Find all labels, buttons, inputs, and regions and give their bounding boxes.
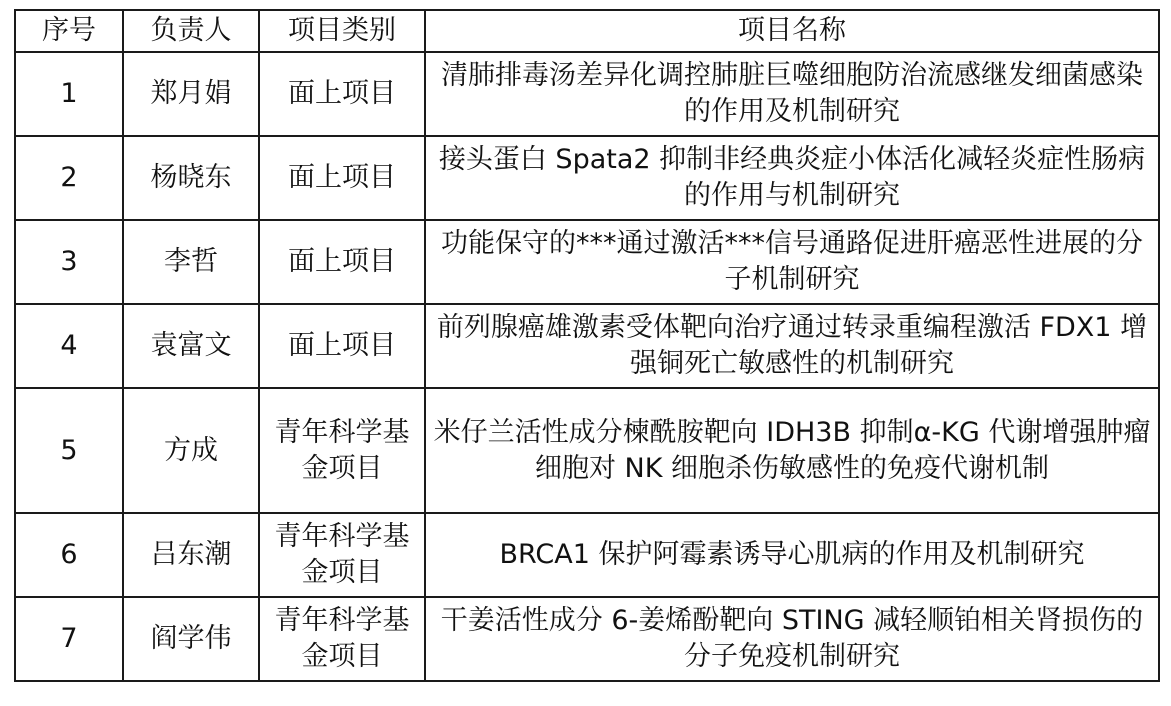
row-leader: 杨晓东 (123, 136, 259, 220)
table-row (15, 597, 1159, 681)
row-index: 3 (15, 220, 123, 304)
row-title: 干姜活性成分 6-姜烯酚靶向 STING 减轻顺铂相关肾损伤的分子免疫机制研究 (425, 597, 1159, 681)
row-title: 前列腺癌雄激素受体靶向治疗通过转录重编程激活 FDX1 增强铜死亡敏感性的机制研究 (425, 304, 1159, 388)
header-row (15, 10, 1159, 52)
row-category: 青年科学基金项目 (259, 597, 425, 681)
row-leader: 袁富文 (123, 304, 259, 388)
header-leader: 负责人 (123, 10, 259, 52)
row-category: 面上项目 (259, 136, 425, 220)
row-title: 米仔兰活性成分楝酰胺靶向 IDH3B 抑制α-KG 代谢增强肿瘤细胞对 NK 细胞杀伤敏感性的免疫代谢机制 (425, 388, 1159, 513)
table-row (15, 304, 1159, 388)
row-leader: 郑月娟 (123, 52, 259, 136)
header-title: 项目名称 (425, 10, 1159, 52)
row-category: 青年科学基金项目 (259, 388, 425, 513)
project-table (14, 9, 1160, 682)
row-leader: 阎学伟 (123, 597, 259, 681)
table-row (15, 136, 1159, 220)
table-row (15, 52, 1159, 136)
row-index: 1 (15, 52, 123, 136)
row-leader: 方成 (123, 388, 259, 513)
row-title: 功能保守的***通过激活***信号通路促进肝癌恶性进展的分子机制研究 (425, 220, 1159, 304)
row-index: 5 (15, 388, 123, 513)
row-category: 面上项目 (259, 220, 425, 304)
row-leader: 吕东潮 (123, 513, 259, 597)
row-index: 7 (15, 597, 123, 681)
table-row (15, 388, 1159, 513)
row-title: 清肺排毒汤差异化调控肺脏巨噬细胞防治流感继发细菌感染的作用及机制研究 (425, 52, 1159, 136)
row-title: BRCA1 保护阿霉素诱导心肌病的作用及机制研究 (425, 513, 1159, 597)
header-index: 序号 (15, 10, 123, 52)
row-category: 面上项目 (259, 52, 425, 136)
row-index: 2 (15, 136, 123, 220)
table-row (15, 220, 1159, 304)
row-index: 4 (15, 304, 123, 388)
row-index: 6 (15, 513, 123, 597)
row-category: 青年科学基金项目 (259, 513, 425, 597)
table-row (15, 513, 1159, 597)
row-leader: 李哲 (123, 220, 259, 304)
row-category: 面上项目 (259, 304, 425, 388)
row-title: 接头蛋白 Spata2 抑制非经典炎症小体活化减轻炎症性肠病的作用与机制研究 (425, 136, 1159, 220)
header-category: 项目类别 (259, 10, 425, 52)
